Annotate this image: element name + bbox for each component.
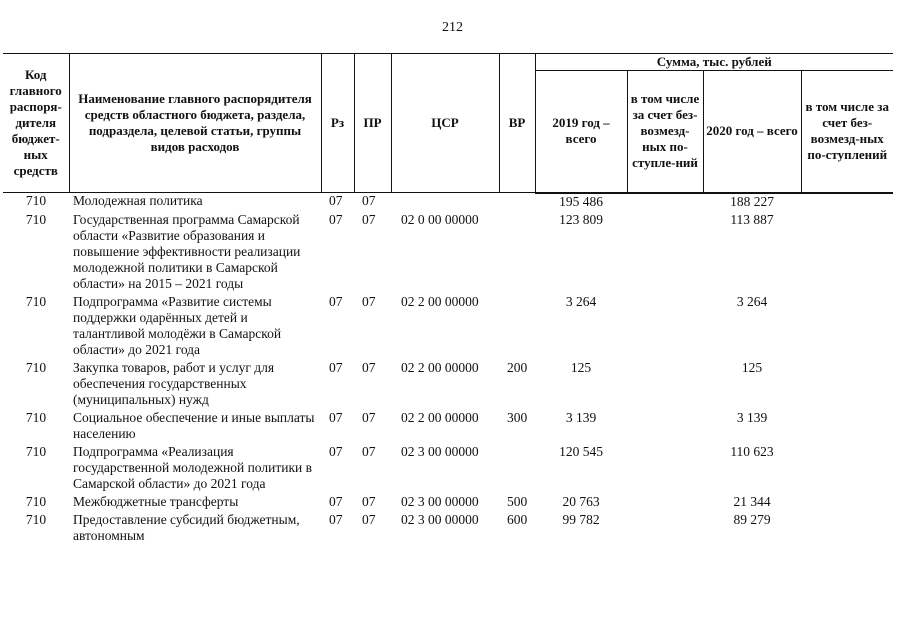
table-row: [3, 358, 893, 408]
row-2019-free: [627, 492, 703, 510]
row-2019-total: 99 782: [562, 511, 600, 527]
row-2020-total: 188 227: [730, 193, 774, 209]
row-2019-free: [627, 193, 703, 210]
row-name: Закупка товаров, работ и услуг для обеспечения государственных (муниципальных) нужд: [73, 359, 275, 407]
row-2020-total: 3 264: [736, 293, 768, 309]
table-row: [3, 510, 893, 544]
row-csr: 02 0 00 00000: [401, 211, 479, 227]
row-pr: 07: [362, 193, 376, 208]
header-pr: ПР: [354, 54, 391, 193]
row-code: 710: [25, 409, 47, 425]
row-rz: 07: [329, 211, 343, 227]
row-csr: 02 3 00 00000: [401, 493, 479, 509]
row-rz: 07: [329, 409, 343, 425]
row-csr: 02 3 00 00000: [401, 443, 479, 459]
row-2020-free: [801, 292, 893, 358]
row-2019-total: 195 486: [559, 193, 603, 209]
header-vr: ВР: [499, 54, 535, 193]
row-2020-free: [801, 510, 893, 544]
row-2020-free: [801, 210, 893, 292]
header-2020-free: в том числе за счет без-возмезд-ных по-ступлений: [801, 71, 893, 193]
row-2019-total: 125: [570, 359, 592, 375]
row-2019-free: [627, 210, 703, 292]
row-name: Государственная программа Самарской области «Развитие образования и повышение эффективности реализации молодежной политики в Самарской области» на 2015 – 2021 годы: [73, 211, 301, 291]
row-vr: 500: [507, 493, 528, 509]
row-name: Подпрограмма «Реализация государственной молодежной политики в Самарской области» до 2021 года: [73, 443, 312, 491]
row-name: Межбюджетные трансферты: [73, 493, 239, 509]
header-2019-free: в том числе за счет без-возмезд-ных по-ступле-ний: [627, 71, 703, 193]
header-name: Наименование главного распорядителя средств областного бюджета, раздела, подраздела, целевой статьи, группы видов расходов: [69, 54, 321, 193]
row-2020-total: 113 887: [730, 211, 774, 227]
row-2020-free: [801, 358, 893, 408]
table-row: [3, 408, 893, 442]
row-csr: 02 2 00 00000: [401, 359, 479, 375]
row-pr: 07: [362, 493, 376, 509]
row-2019-free: [627, 408, 703, 442]
row-2019-free: [627, 442, 703, 492]
row-2020-total: 21 344: [733, 493, 771, 509]
row-vr: [499, 442, 535, 492]
row-code: 710: [25, 293, 47, 309]
row-vr: 600: [507, 511, 528, 527]
row-rz: 07: [329, 293, 343, 309]
row-pr: 07: [362, 409, 376, 425]
row-2019-free: [627, 358, 703, 408]
row-2020-free: [801, 193, 893, 210]
row-2020-free: [801, 442, 893, 492]
row-code: 710: [25, 443, 47, 459]
row-2020-total: 125: [741, 359, 763, 375]
row-code: 710: [25, 193, 47, 208]
row-code: 710: [25, 211, 47, 227]
row-pr: 07: [362, 359, 376, 375]
header-2019-total: 2019 год – всего: [535, 71, 627, 193]
header-csr: ЦСР: [391, 54, 499, 193]
row-vr: 200: [507, 359, 528, 375]
row-name: Молодежная политика: [73, 193, 203, 208]
table-row: [3, 193, 893, 210]
row-rz: 07: [329, 359, 343, 375]
header-2020-total: 2020 год – всего: [703, 71, 801, 193]
row-csr: 02 2 00 00000: [401, 409, 479, 425]
row-vr: [499, 210, 535, 292]
row-vr: [499, 193, 535, 210]
row-pr: 07: [362, 443, 376, 459]
row-2020-free: [801, 492, 893, 510]
row-rz: 07: [329, 511, 343, 527]
header-sum-group: Сумма, тыс. рублей: [535, 54, 893, 71]
row-csr: [391, 193, 499, 210]
table-row: [3, 292, 893, 358]
row-csr: 02 3 00 00000: [401, 511, 479, 527]
row-vr: 300: [507, 409, 528, 425]
row-2019-total: 3 139: [565, 409, 597, 425]
row-code: 710: [25, 359, 47, 375]
row-2020-total: 3 139: [736, 409, 768, 425]
table-row: [3, 210, 893, 292]
page-number: 212: [442, 20, 463, 35]
budget-table: [3, 53, 893, 544]
row-pr: 07: [362, 511, 376, 527]
row-rz: 07: [329, 443, 343, 459]
row-pr: 07: [362, 211, 376, 227]
row-2019-total: 3 264: [565, 293, 597, 309]
header-code: Код главного распоря-дителя бюджет-ных средств: [3, 54, 69, 193]
row-vr: [499, 292, 535, 358]
row-code: 710: [25, 511, 47, 527]
row-2020-total: 89 279: [733, 511, 771, 527]
row-2020-free: [801, 408, 893, 442]
table-row: [3, 492, 893, 510]
row-2019-total: 123 809: [559, 211, 603, 227]
row-2019-total: 120 545: [559, 443, 603, 459]
table-row: [3, 442, 893, 492]
row-rz: 07: [329, 193, 343, 208]
row-2020-total: 110 623: [730, 443, 774, 459]
row-code: 710: [25, 493, 47, 509]
row-name: Предоставление субсидий бюджетным, автономным: [73, 511, 300, 543]
row-2019-free: [627, 292, 703, 358]
row-rz: 07: [329, 493, 343, 509]
row-pr: 07: [362, 293, 376, 309]
row-2019-total: 20 763: [562, 493, 600, 509]
row-2019-free: [627, 510, 703, 544]
row-name: Социальное обеспечение и иные выплаты населению: [73, 409, 315, 441]
row-name: Подпрограмма «Развитие системы поддержки одарённых детей и талантливой молодёжи в Самарской области» до 2021 года: [73, 293, 282, 357]
header-rz: Рз: [321, 54, 354, 193]
row-csr: 02 2 00 00000: [401, 293, 479, 309]
